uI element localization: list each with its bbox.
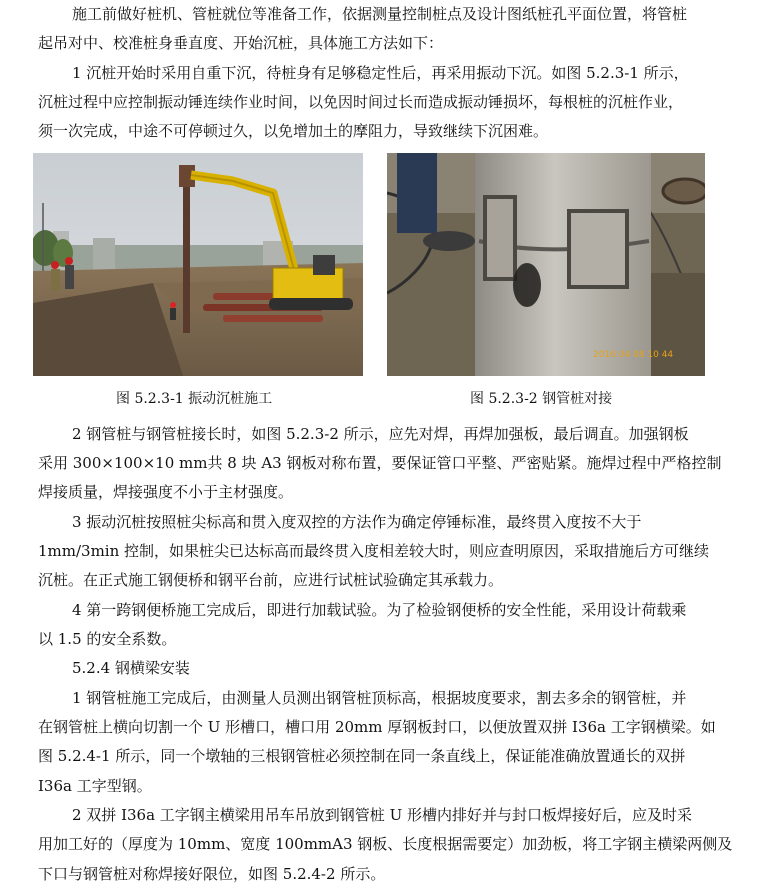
figure-caption: 图 5.2.3-1 振动沉桩施工 <box>116 391 273 407</box>
paragraph-line: 采用 300×100×10 mm共 8 块 A3 钢板对称布置，要保证管口平整、严密贴紧。施焊过程中严格控制 <box>38 454 722 472</box>
paragraph-line: 在钢管桩上横向切割一个 U 形槽口，槽口用 20mm 厚钢板封口，以便放置双拼 I36a 工字钢横梁。如 <box>38 718 716 736</box>
paragraph-line: 沉桩。在正式施工钢便桥和钢平台前，应进行试桩试验确定其承载力。 <box>38 571 504 589</box>
welded-pipe-pile-icon <box>387 153 705 376</box>
paragraph-line: 下口与钢管桩对称焊接好限位，如图 5.2.4-2 所示。 <box>38 865 386 883</box>
paragraph-line: 图 5.2.4-1 所示，同一个墩轴的三根钢管桩必须控制在同一条直线上，保证能准确放置通长的双拼 <box>38 747 686 765</box>
paragraph-line: 施工前做好桩机、管桩就位等准备工作，依据测量控制桩点及设计图纸桩孔平面位置，将管桩 <box>42 5 688 23</box>
figure-steel-pipe-joint-photo <box>387 153 705 376</box>
paragraph-line: 用加工好的（厚度为 10mm、宽度 100mmA3 钢板、长度根据需要定）加劲板，将工字钢主横梁两侧及 <box>38 835 733 853</box>
figure-pile-driving-photo <box>33 153 363 376</box>
paragraph-line: 4 第一跨钢便桥施工完成后，即进行加载试验。为了检验钢便桥的安全性能，采用设计荷载乘 <box>42 601 687 619</box>
paragraph-line: 焊接质量，焊接强度不小于主材强度。 <box>38 483 294 501</box>
paragraph-line: 以 1.5 的安全系数。 <box>38 630 177 648</box>
paragraph-line: 起吊对中、校准桩身垂直度、开始沉桩，具体施工方法如下： <box>38 34 444 52</box>
paragraph-line: 1 沉桩开始时采用自重下沉，待桩身有足够稳定性后，再采用振动下沉。如图 5.2.3-1 所示， <box>42 64 689 82</box>
excavator-pile-driving-icon <box>33 153 363 376</box>
paragraph-line: 1mm/3min 控制，如果桩尖已达标高而最终贯入度相差较大时，则应查明原因，采取措施后方可继续 <box>38 542 710 560</box>
paragraph-line: 2 钢管桩与钢管桩接长时，如图 5.2.3-2 所示，应先对焊，再焊加强板，最后调直。加强钢板 <box>42 425 689 443</box>
figure-caption: 图 5.2.3-2 钢管桩对接 <box>470 391 613 407</box>
section-heading: 5.2.4 钢横梁安装 <box>42 659 190 677</box>
paragraph-line: I36a 工字型钢。 <box>38 777 152 795</box>
paragraph-line: 沉桩过程中应控制振动锤连续作业时间，以免因时间过长而造成振动锤损坏，每根桩的沉桩作业， <box>38 93 684 111</box>
paragraph-line: 须一次完成，中途不可停顿过久，以免增加土的摩阻力，导致继续下沉困难。 <box>38 122 549 140</box>
paragraph-line: 2 双拼 I36a 工字钢主横梁用吊车吊放到钢管桩 U 形槽内排好并与封口板焊接好后，应及时采 <box>42 806 692 824</box>
photo-timestamp: 2016 04 08 10 44 <box>593 350 674 360</box>
paragraph-line: 1 钢管桩施工完成后，由测量人员测出钢管桩顶标高，根据坡度要求，割去多余的钢管桩，并 <box>42 689 687 707</box>
paragraph-line: 3 振动沉桩按照桩尖标高和贯入度双控的方法作为确定停锤标准，最终贯入度按不大于 <box>42 513 642 531</box>
